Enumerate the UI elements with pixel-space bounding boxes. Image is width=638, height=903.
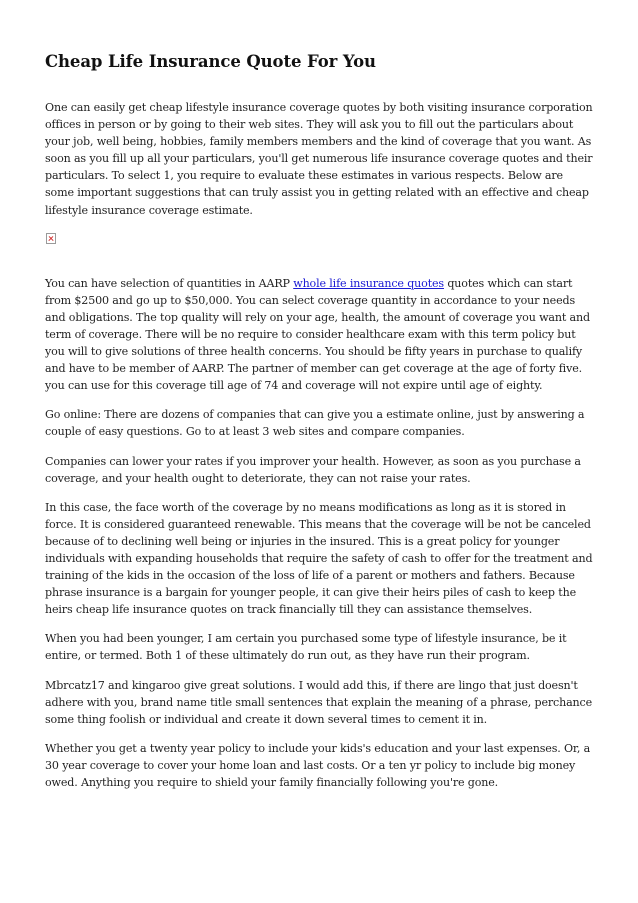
paragraph-aarp-text-end: quotes which can start from $2500 and go up to $50,000. You can select coverage quantity in accordance to your needs and obligations. The top quality will rely on your age, health, the amount of coverage you want and term of coverage. There will be no require to consider healthcare exam with this term policy but you will to give solutions of three health concerns. You should be fifty years in purchase to qualify and have to be member of AARP. The partner of member can get coverage at the age of forty five. you can use for this coverage till age of 74 and coverage will not expire until age of eighty.	[45, 276, 590, 393]
paragraph-face-worth: In this case, the face worth of the coverage by no means modifications as long as it is stored in force. It is considered guaranteed renewable. This means that the coverage will be not be canceled because of to declining well being or injuries in the insured. This is a great policy for younger individuals with expanding households that require the safety of cash to offer for the treatment and training of the kids in the occasion of the loss of life of a parent or mothers and fathers. Because phrase insurance is a bargain for younger people, it can give their heirs piles of cash to keep the heirs cheap life insurance quotes on track financially till they can assistance themselves.	[45, 500, 593, 617]
broken-image-icon	[46, 233, 56, 244]
paragraph-go-online: Go online: There are dozens of companies that can give you a estimate online, just by answering a couple of easy questions. Go to at least 3 web sites and compare companies.	[45, 408, 585, 439]
paragraph-solutions: Mbrcatz17 and kingaroo give great solutions. I would add this, if there are lingo that just doesn't adhere with you, brand name title small sentences that explain the meaning of a phrase, perchance some thing foolish or individual and create it down several times to cement it in.	[45, 678, 593, 726]
paragraph-policy-terms: Whether you get a twenty year policy to include your kids's education and your last expenses. Or, a 30 year coverage to cover your home loan and last costs. Or a ten yr policy to include big money owed. Anything you require to shield your family financially following you're gone.	[45, 741, 591, 789]
page-title: Cheap Life Insurance Quote For You	[45, 52, 376, 71]
paragraph-intro: One can easily get cheap lifestyle insurance coverage quotes by both visiting insurance corporation offices in person or by going to their web sites. They will ask you to fill out the particulars about your job, well being, hobbies, family members members and the kind of coverage that you want. As soon as you fill up all your particulars, you'll get numerous life insurance coverage quotes and their particulars. To select 1, you require to evaluate these estimates in various respects. Below are some important suggestions that can truly assist you in getting related with an effective and cheap lifestyle insurance coverage estimate.	[45, 101, 593, 217]
paragraph-aarp	[45, 275, 595, 395]
paragraph-aarp-text-start: You can have selection of quantities in AARP	[45, 276, 294, 290]
paragraph-lower-rates: Companies can lower your rates if you improver your health. However, as soon as you purchase a coverage, and your health ought to deteriorate, they can not raise your rates.	[45, 454, 581, 485]
whole-life-insurance-quotes-link[interactable]: whole life insurance quotes	[293, 276, 444, 290]
paragraph-younger: When you had been younger, I am certain you purchased some type of lifestyle insurance, be it entire, or termed. Both 1 of these ultimately do run out, as they have run their program.	[45, 632, 567, 663]
document-page	[45, 52, 595, 803]
